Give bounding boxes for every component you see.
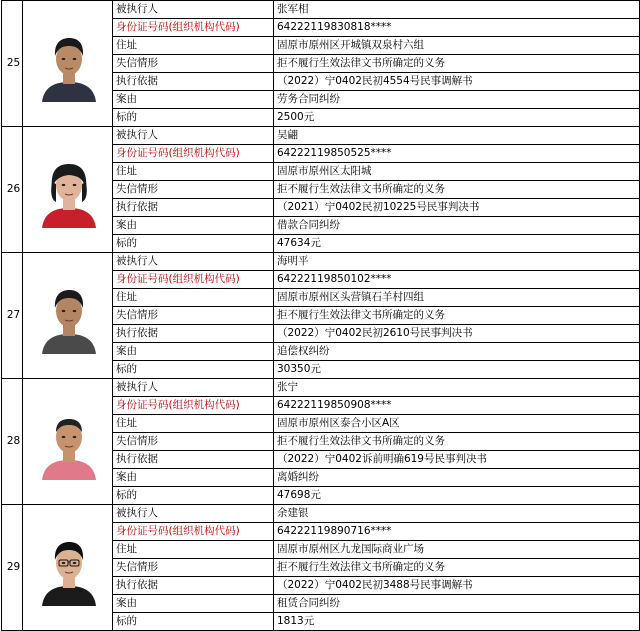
field-value-debtor-name: 余建银	[274, 505, 640, 523]
field-value-subject-amount: 47698元	[274, 487, 640, 505]
photo-cell	[23, 253, 113, 379]
field-value-dishonesty-situation: 拒不履行生效法律文书所确定的义务	[274, 181, 640, 199]
portrait-photo	[38, 530, 100, 606]
roster-body	[2, 1, 640, 631]
field-value-subject-amount: 1813元	[274, 613, 640, 631]
portrait-photo	[38, 404, 100, 480]
field-value-id-number: 64222119850102****	[274, 271, 640, 289]
field-label-address: 住址	[113, 415, 274, 433]
field-label-address: 住址	[113, 289, 274, 307]
portrait-eye-left	[62, 57, 66, 59]
portrait-photo	[38, 26, 100, 102]
portrait-eye-left	[62, 435, 66, 437]
field-label-dishonesty-situation: 失信情形	[113, 307, 274, 325]
field-value-id-number: 64222119830818****	[274, 19, 640, 37]
portrait-eye-right	[73, 183, 77, 185]
field-label-case-cause: 案由	[113, 217, 274, 235]
field-label-subject-amount: 标的	[113, 235, 274, 253]
field-label-debtor-name: 被执行人	[113, 253, 274, 271]
field-value-dishonesty-situation: 拒不履行生效法律文书所确定的义务	[274, 307, 640, 325]
field-value-subject-amount: 2500元	[274, 109, 640, 127]
record-number: 25	[2, 1, 23, 127]
field-value-case-cause: 借款合同纠纷	[274, 217, 640, 235]
field-label-case-cause: 案由	[113, 469, 274, 487]
field-label-case-cause: 案由	[113, 595, 274, 613]
table-row	[2, 379, 640, 397]
portrait-eye-left	[62, 183, 66, 185]
field-label-debtor-name: 被执行人	[113, 505, 274, 523]
field-value-case-cause: 离婚纠纷	[274, 469, 640, 487]
field-value-address: 固原市原州区泰合小区A区	[274, 415, 640, 433]
table-row	[2, 253, 640, 271]
field-value-case-cause: 租赁合同纠纷	[274, 595, 640, 613]
field-label-id-number: 身份证号码(组织机构代码)	[113, 271, 274, 289]
portrait-eye-right	[73, 561, 77, 563]
field-label-dishonesty-situation: 失信情形	[113, 559, 274, 577]
field-value-debtor-name: 张宁	[274, 379, 640, 397]
field-label-enforcement-basis: 执行依据	[113, 199, 274, 217]
field-label-case-cause: 案由	[113, 343, 274, 361]
portrait-photo	[38, 152, 100, 228]
field-label-dishonesty-situation: 失信情形	[113, 181, 274, 199]
record-number: 27	[2, 253, 23, 379]
record-number: 29	[2, 505, 23, 631]
field-value-enforcement-basis: （2022）宁0402民初2610号民事判决书	[274, 325, 640, 343]
photo-cell	[23, 127, 113, 253]
record-number: 26	[2, 127, 23, 253]
field-label-subject-amount: 标的	[113, 487, 274, 505]
portrait-eye-left	[62, 561, 66, 563]
table-row	[2, 1, 640, 19]
field-label-subject-amount: 标的	[113, 361, 274, 379]
table-row	[2, 127, 640, 145]
portrait-eye-right	[73, 309, 77, 311]
field-value-dishonesty-situation: 拒不履行生效法律文书所确定的义务	[274, 433, 640, 451]
field-label-dishonesty-situation: 失信情形	[113, 433, 274, 451]
field-label-debtor-name: 被执行人	[113, 1, 274, 19]
field-value-id-number: 64222119850525****	[274, 145, 640, 163]
field-label-debtor-name: 被执行人	[113, 127, 274, 145]
field-value-debtor-name: 海明平	[274, 253, 640, 271]
field-label-subject-amount: 标的	[113, 613, 274, 631]
field-label-subject-amount: 标的	[113, 109, 274, 127]
field-value-case-cause: 追偿权纠纷	[274, 343, 640, 361]
field-label-id-number: 身份证号码(组织机构代码)	[113, 145, 274, 163]
field-value-dishonesty-situation: 拒不履行生效法律文书所确定的义务	[274, 559, 640, 577]
field-value-enforcement-basis: （2022）宁0402诉前明确619号民事判决书	[274, 451, 640, 469]
portrait-eye-right	[73, 435, 77, 437]
field-value-enforcement-basis: （2022）宁0402民初3488号民事调解书	[274, 577, 640, 595]
photo-cell	[23, 1, 113, 127]
field-label-id-number: 身份证号码(组织机构代码)	[113, 523, 274, 541]
portrait-photo	[38, 278, 100, 354]
portrait-eye-left	[62, 309, 66, 311]
field-value-address: 固原市原州区头营镇石羊村四组	[274, 289, 640, 307]
field-value-enforcement-basis: （2022）宁0402民初4554号民事调解书	[274, 73, 640, 91]
field-value-debtor-name: 吴翩	[274, 127, 640, 145]
field-value-id-number: 64222119890716****	[274, 523, 640, 541]
field-label-address: 住址	[113, 541, 274, 559]
field-label-id-number: 身份证号码(组织机构代码)	[113, 19, 274, 37]
field-label-id-number: 身份证号码(组织机构代码)	[113, 397, 274, 415]
field-value-dishonesty-situation: 拒不履行生效法律文书所确定的义务	[274, 55, 640, 73]
field-label-case-cause: 案由	[113, 91, 274, 109]
field-value-address: 固原市原州区太阳城	[274, 163, 640, 181]
field-label-address: 住址	[113, 37, 274, 55]
field-label-debtor-name: 被执行人	[113, 379, 274, 397]
field-label-enforcement-basis: 执行依据	[113, 325, 274, 343]
portrait-eye-right	[73, 57, 77, 59]
field-label-dishonesty-situation: 失信情形	[113, 55, 274, 73]
photo-cell	[23, 505, 113, 631]
field-label-enforcement-basis: 执行依据	[113, 73, 274, 91]
field-label-enforcement-basis: 执行依据	[113, 451, 274, 469]
field-value-id-number: 64222119850908****	[274, 397, 640, 415]
field-value-subject-amount: 30350元	[274, 361, 640, 379]
field-value-address: 固原市原州区九龙国际商业广场	[274, 541, 640, 559]
field-value-address: 固原市原州区开城镇双泉村六组	[274, 37, 640, 55]
photo-cell	[23, 379, 113, 505]
judgment-debtor-table	[1, 0, 640, 631]
field-value-enforcement-basis: （2021）宁0402民初10225号民事判决书	[274, 199, 640, 217]
record-number: 28	[2, 379, 23, 505]
field-value-debtor-name: 张军相	[274, 1, 640, 19]
field-value-case-cause: 劳务合同纠纷	[274, 91, 640, 109]
field-label-address: 住址	[113, 163, 274, 181]
field-label-enforcement-basis: 执行依据	[113, 577, 274, 595]
field-value-subject-amount: 47634元	[274, 235, 640, 253]
table-row	[2, 505, 640, 523]
